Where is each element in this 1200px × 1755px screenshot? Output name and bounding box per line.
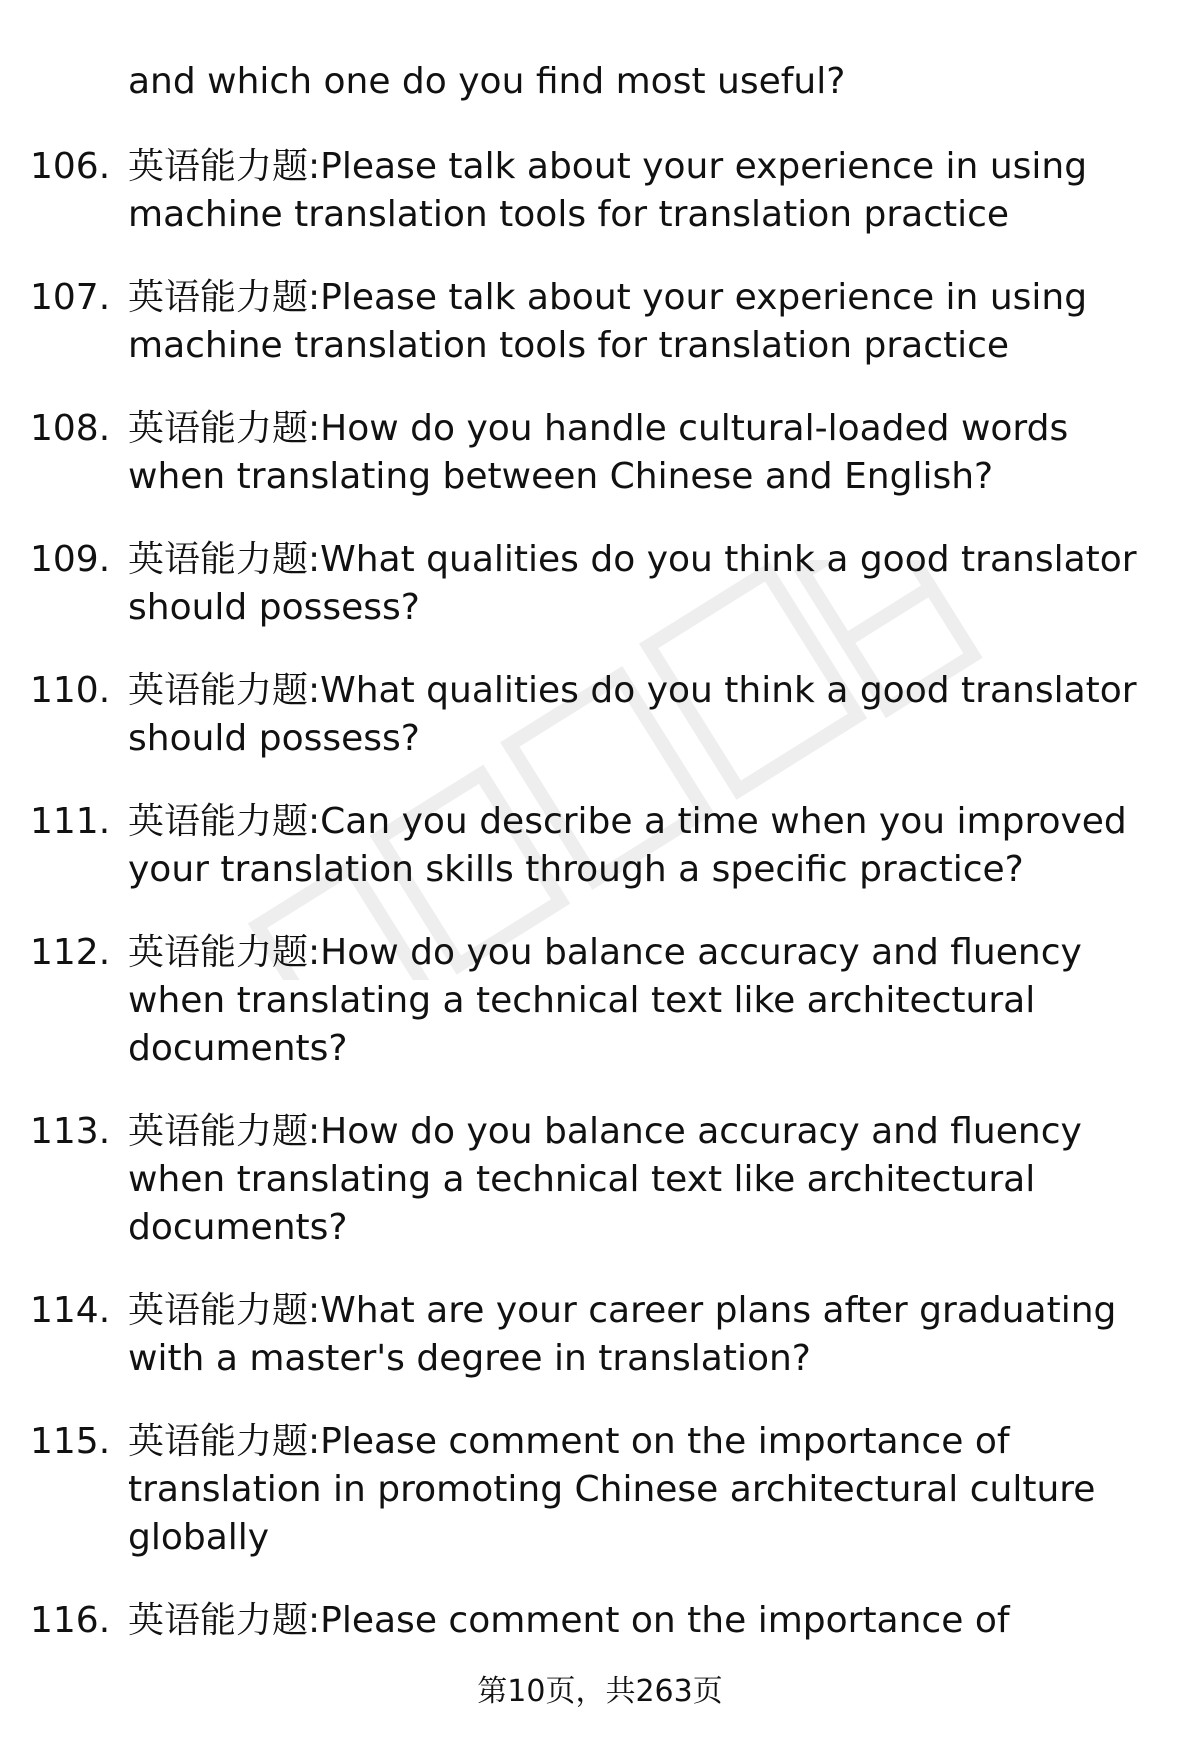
question-text	[128, 1108, 1148, 1252]
question-item	[0, 929, 1200, 1073]
question-text	[128, 929, 1148, 1073]
question-prefix: 英语能力题:	[128, 539, 321, 580]
question-list	[0, 143, 1200, 1728]
question-prefix: 英语能力题:	[128, 146, 321, 187]
question-text	[128, 274, 1148, 370]
question-prefix: 英语能力题:	[128, 1600, 321, 1641]
question-prefix: 英语能力题:	[128, 408, 321, 449]
question-content: Please comment on the importance of	[320, 1600, 1010, 1641]
question-number: 107.	[30, 277, 111, 318]
question-text	[128, 143, 1148, 239]
question-number: 115.	[30, 1421, 111, 1462]
question-content: What qualities do you think a good translator should possess?	[128, 539, 1137, 628]
question-text	[128, 1597, 1148, 1645]
question-number: 106.	[30, 146, 111, 187]
question-text	[128, 1287, 1148, 1383]
question-prefix: 英语能力题:	[128, 1111, 321, 1152]
question-content: Please talk about your experience in using machine translation tools for translation practice	[128, 146, 1088, 235]
question-text	[128, 536, 1148, 632]
question-text	[128, 798, 1148, 894]
question-item	[0, 1287, 1200, 1383]
question-prefix: 英语能力题:	[128, 932, 321, 973]
question-content: Can you describe a time when you improved your translation skills through a specific practice?	[128, 801, 1127, 890]
question-number: 112.	[30, 932, 111, 973]
question-number: 114.	[30, 1290, 111, 1331]
question-item	[0, 1418, 1200, 1562]
question-prefix: 英语能力题:	[128, 1290, 321, 1331]
question-text	[128, 405, 1148, 501]
question-item	[0, 405, 1200, 501]
question-content: What are your career plans after graduating with a master's degree in translation?	[128, 1290, 1117, 1379]
page-footer: 第10页，共263页	[477, 1674, 723, 1709]
question-content: Please talk about your experience in using machine translation tools for translation practice	[128, 277, 1088, 366]
question-number: 113.	[30, 1111, 111, 1152]
question-content: What qualities do you think a good translator should possess?	[128, 670, 1137, 759]
question-item	[0, 798, 1200, 894]
question-number: 116.	[30, 1600, 111, 1641]
question-number: 110.	[30, 670, 111, 711]
question-content: How do you balance accuracy and fluency when translating a technical text like architectural documents?	[128, 1111, 1082, 1248]
question-content: How do you handle cultural-loaded words when translating between Chinese and English?	[128, 408, 1069, 497]
question-item	[0, 667, 1200, 763]
question-item	[0, 536, 1200, 632]
question-content: Please comment on the importance of translation in promoting Chinese architectural culture globally	[128, 1421, 1096, 1558]
question-item	[0, 1108, 1200, 1252]
question-number: 108.	[30, 408, 111, 449]
question-prefix: 英语能力题:	[128, 277, 321, 318]
question-prefix: 英语能力题:	[128, 670, 321, 711]
continued-question-text: and which one do you find most useful?	[128, 61, 846, 102]
question-content: How do you balance accuracy and fluency when translating a technical text like architectural documents?	[128, 932, 1082, 1069]
question-number: 111.	[30, 801, 111, 842]
question-item	[0, 143, 1200, 239]
question-prefix: 英语能力题:	[128, 801, 321, 842]
question-number: 109.	[30, 539, 111, 580]
question-item	[0, 274, 1200, 370]
question-prefix: 英语能力题:	[128, 1421, 321, 1462]
question-text	[128, 667, 1148, 763]
question-text	[128, 1418, 1148, 1562]
